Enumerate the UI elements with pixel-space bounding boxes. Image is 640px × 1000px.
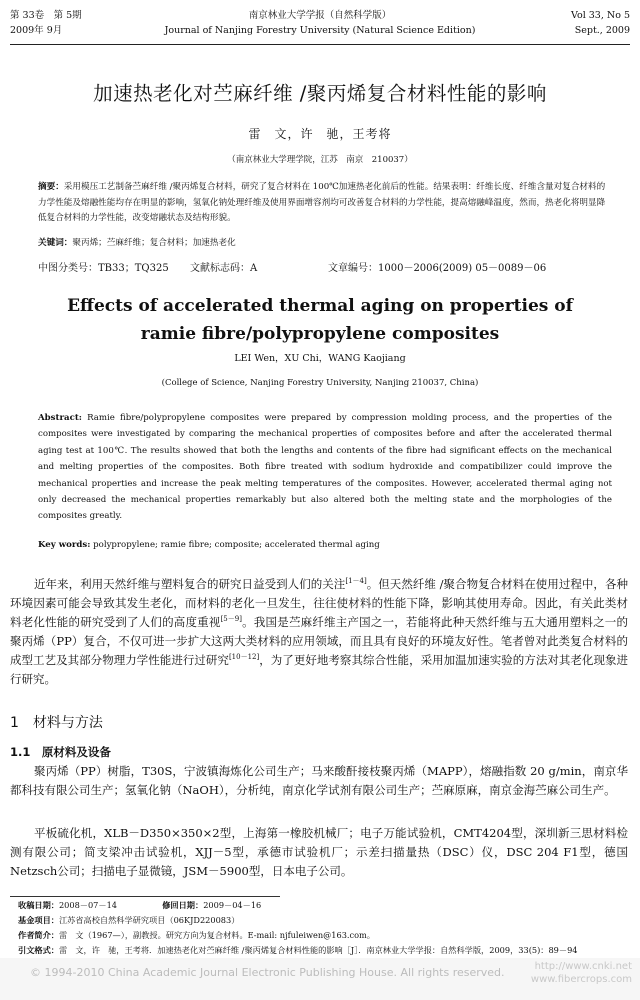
- materials-text: 聚丙烯（PP）树脂，T30S，宁波镇海炼化公司生产；马来酸酐接枝聚丙烯（MAPP），熔融指数 20 g/min，南京华都科技有限公司生产；氢氧化钠（NaOH），分析纯，南京化学试剂有限公司生产；苎麻原麻，南京金海苎麻公司生产。: [10, 764, 628, 797]
- keywords-en-label: Key words:: [38, 540, 91, 550]
- running-header: [10, 8, 630, 40]
- journal-en: Journal of Nanjing Forestry University (Natural Science Edition): [164, 25, 476, 36]
- received-label: 收稿日期：: [18, 900, 59, 910]
- copyright-notice: © 1994-2010 China Academic Journal Electronic Publishing House. All rights reserved.: [30, 966, 505, 979]
- header-center: [130, 8, 510, 38]
- abstract-en-label: Abstract:: [38, 413, 82, 423]
- abstract-cn: [38, 180, 610, 227]
- clc-number: 中图分类号：TB33；TQ325: [38, 263, 169, 274]
- footnote-fund: [18, 913, 628, 928]
- abstract-en-text: Ramie fibre/polypropylene composites were prepared by compression molding process, and the properties of the composites were investigated by comparing the mechanical properties of composites before and after the accelerated thermal aging test at 100℃. The results showed that both the lengths and contents of the fibre had significant effects on the mechanical and melting properties of the composites. Both fibre treated with sodium hydroxide and compatibilizer could improve the mechanical properties and increase the peak melting temperatures of the composites. However, accelerated thermal aging not only decreased the mechanical properties remarkably but also altered both the melting state and the morphologies of the composites greatly.: [38, 413, 612, 522]
- affiliation-cn: （南京林业大学理学院，江苏 南京 210037）: [227, 155, 413, 165]
- header-left: [10, 8, 82, 38]
- intro-text-c: 。我国是苎麻纤维主产国之一，若能将此种天然纤维与五大通用塑料之一的聚丙烯（PP）复合，不仅可进一步扩大这两大类材料的应用领域，而且具有良好的环境友好性。笔者曾对此类复合材料的成型工艺及其部分物理力学性能进行过研究: [10, 615, 629, 667]
- intro-text-a: 近年来，利用天然纤维与塑料复合的研究日益受到人们的关注: [34, 577, 346, 591]
- fund-text: 江苏省高校自然科学研究项目（06KJD220083）: [58, 915, 240, 925]
- volume-cn: 第 33卷 第 5期: [10, 10, 82, 21]
- section-heading-1-1: 1.1 原材料及设备: [10, 745, 111, 759]
- watermark-url[interactable]: www.fibercrops.com: [530, 974, 632, 985]
- article-number: 文章编号：1000－2006(2009) 05－0089－06: [328, 263, 547, 274]
- abstract-cn-text: 采用模压工艺制备苎麻纤维 /聚丙烯复合材料，研究了复合材料在 100℃加速热老化前后的性能。结果表明：纤维长度、纤维含量对复合材料的力学性能及熔融性能均存在明显的影响，氢氧化钠处理纤维及使用界面增容剂均可改善复合材料的力学性能，提高熔融峰温度，然而，热老化将明显降低复合材料的力学性能，改变熔融状态及结构形貌。: [38, 182, 606, 223]
- footnote-rule: [10, 896, 280, 897]
- author-bio-text: 雷 文（1967—），副教授。研究方向为复合材料。E-mail: njfuleiwen@163.com。: [58, 930, 375, 940]
- citation-format-text: 雷 文，许 驰，王考将．加速热老化对苎麻纤维 /聚丙烯复合材料性能的影响［J］．南京林业大学学报：自然科学版，2009，33(5)：89－94: [58, 945, 578, 955]
- abstract-cn-label: 摘要：: [38, 182, 64, 192]
- footnote-author: [18, 928, 628, 943]
- journal-cn: 南京林业大学学报（自然科学版）: [248, 10, 392, 21]
- authors-cn: 雷 文，许 驰，王考将: [248, 127, 392, 141]
- citation-ref: [1－4]: [345, 577, 367, 586]
- equipment-text: 平板硫化机，XLB－D350×350×2型，上海第一橡胶机械厂；电子万能试验机，CMT4204型，深圳新三思材料检测有限公司；简支梁冲击试验机，XJJ－5型，承德市试验机厂；示差扫描量热（DSC）仪，DSC 204 F1型，德国 Netzsch公司；扫描电子显微镜，JSM－5900型，日本电子公司。: [10, 826, 628, 878]
- keywords-en-text: polypropylene; ramie fibre; composite; accelerated thermal aging: [93, 540, 380, 550]
- affiliation-en: (College of Science, Nanjing Forestry University, Nanjing 210037, China): [161, 378, 479, 388]
- section-heading-1: 1 材料与方法: [10, 715, 103, 731]
- date-cn: 2009年 9月: [10, 25, 63, 36]
- title-en: Effects of accelerated thermal aging on properties of ramie fibre/polypropylene composites: [67, 296, 573, 344]
- abstract-en: [38, 410, 612, 525]
- author-bio-label: 作者简介：: [18, 930, 59, 940]
- page-footer: [0, 958, 640, 1000]
- citation-ref: [10－12]: [228, 653, 260, 662]
- keywords-cn-label: 关键词：: [38, 238, 73, 248]
- footnotes: [18, 898, 628, 958]
- materials-paragraph: [10, 762, 628, 800]
- equipment-paragraph: [10, 824, 628, 881]
- header-right: [571, 8, 630, 38]
- received-date: 2008－07－14: [58, 900, 118, 910]
- cnki-url[interactable]: http://www.cnki.net: [534, 961, 632, 972]
- header-rule: [10, 44, 630, 45]
- footnote-citation: [18, 943, 628, 958]
- intro-text-d: ，为了更好地考察其综合性能，采用加温加速实验的方法对其老化现象进行研究。: [10, 653, 628, 686]
- keywords-cn-text: 聚丙烯；苎麻纤维；复合材料；加速热老化: [72, 238, 236, 248]
- date-en: Sept., 2009: [574, 25, 630, 36]
- authors-en: LEI Wen，XU Chi，WANG Kaojiang: [234, 353, 406, 364]
- revised-date: 2009－04－16: [203, 900, 262, 910]
- title-cn: 加速热老化对苎麻纤维 /聚丙烯复合材料性能的影响: [93, 82, 547, 105]
- keywords-en: [38, 540, 612, 550]
- citation-ref: [5－9]: [220, 615, 242, 624]
- volume-en: Vol 33, No 5: [571, 10, 630, 21]
- intro-text-b: 。但天然纤维 /聚合物复合材料在使用过程中，各种环境因素可能会导致其发生老化，而材料的老化一旦发生，往往使材料的性能下降，影响其使用寿命。因此，有关此类材料老化性能的研究受到了人们的高度重视: [10, 577, 628, 629]
- footnote-dates: [18, 898, 628, 913]
- keywords-cn: [38, 236, 610, 248]
- fund-label: 基金项目：: [18, 915, 59, 925]
- citation-format-label: 引文格式：: [18, 945, 59, 955]
- document-code: 文献标志码：A: [190, 263, 258, 274]
- watermark: [531, 960, 632, 986]
- revised-label: 修回日期：: [162, 900, 204, 910]
- intro-paragraph: [10, 575, 628, 689]
